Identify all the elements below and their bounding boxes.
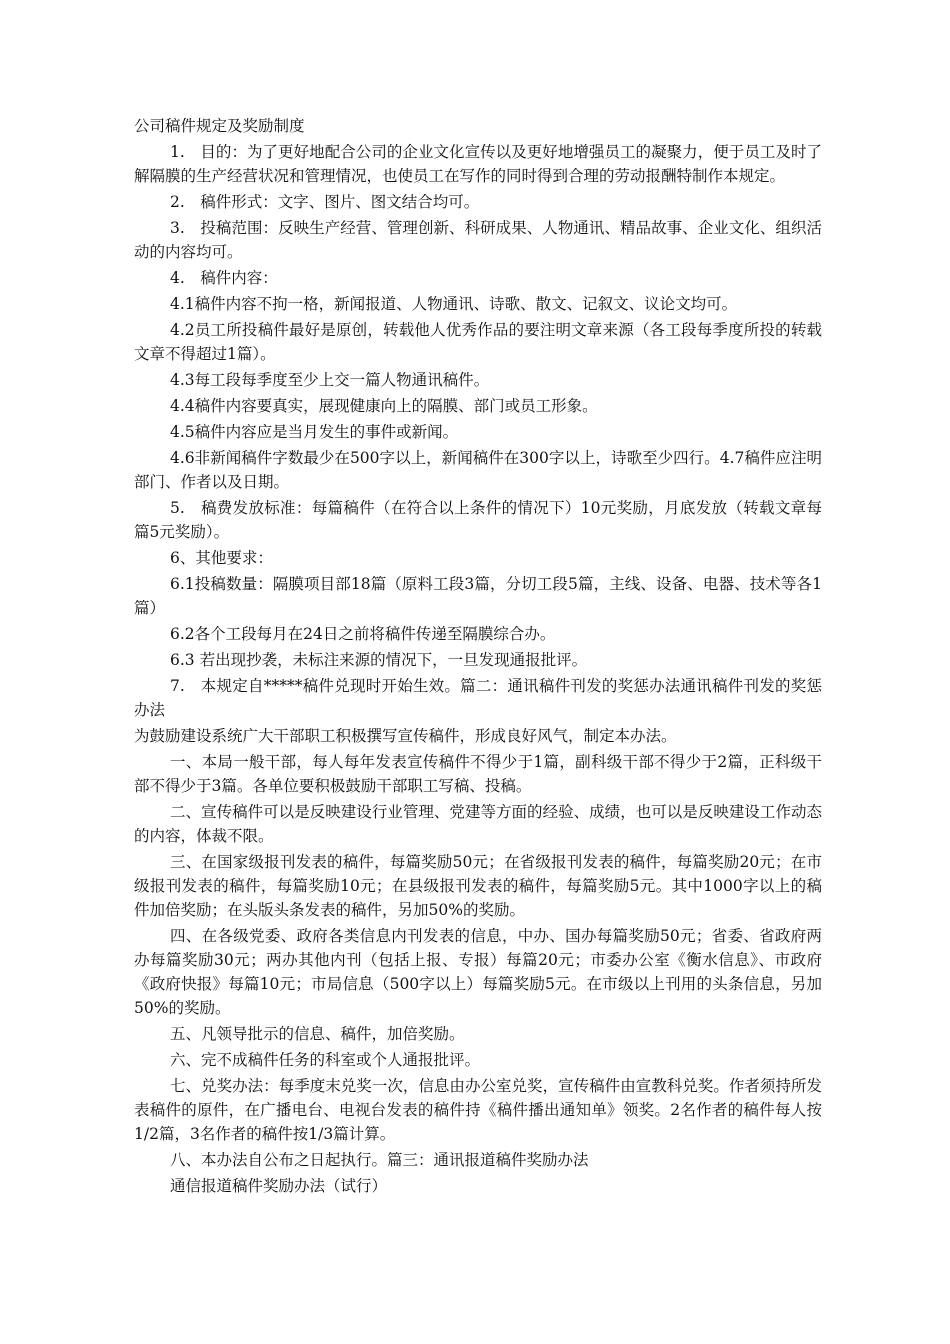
paragraph-4-1: 4.1稿件内容不拘一格，新闻报道、人物通讯、诗歌、散文、记叙文、议论文均可。: [170, 295, 738, 313]
paragraph-6-2: 6.2各个工段每月在24日之前将稿件传递至隔膜综合办。: [170, 625, 556, 643]
paragraph-article-8: 八、本办法自公布之日起执行。篇三：通讯报道稿件奖励办法: [170, 1151, 589, 1169]
paragraph-article-1: 一、本局一般干部，每人每年发表宣传稿件不得少于1篇，副科级干部不得少于2篇，正科级干部不得少于3篇。各单位要积极鼓励干部职工写稿、投稿。: [134, 753, 822, 795]
paragraph-4-4: 4.4稿件内容要真实，展现健康向上的隔膜、部门或员工形象。: [170, 397, 598, 415]
paragraph-subtitle: 通信报道稿件奖励办法（试行）: [170, 1177, 388, 1195]
paragraph-article-6: 六、完不成稿件任务的科室或个人通报批评。: [170, 1051, 481, 1069]
paragraph-article-2: 二、宣传稿件可以是反映建设行业管理、党建等方面的经验、成绩，也可以是反映建设工作动态的内容，体裁不限。: [134, 803, 822, 845]
paragraph-6-3: 6.3 若出现抄袭，未标注来源的情况下，一旦发现通报批评。: [170, 651, 588, 669]
paragraph-4-content: 4. 稿件内容：: [170, 269, 278, 287]
paragraph-article-7: 七、兑奖办法：每季度末兑奖一次，信息由办公室兑奖，宣传稿件由宣教科兑奖。作者须持所发表稿件的原件，在广播电台、电视台发表的稿件持《稿件播出通知单》领奖。2名作者的稿件每人按1/2篇，3名作者的稿件按1/3篇计算。: [134, 1077, 822, 1143]
paragraph-article-4: 四、在各级党委、政府各类信息内刊发表的信息，中办、国办每篇奖励50元；省委、省政府两办每篇奖励30元；两办其他内刊（包括上报、专报）每篇20元；市委办公室《衡水信息》、市政府《政府快报》每篇10元；市局信息（500字以上）每篇奖励5元。在市级以上刊用的头条信息，另加50%的奖励。: [134, 927, 822, 1017]
paragraph-4-6: 4.6非新闻稿件字数最少在500字以上，新闻稿件在300字以上，诗歌至少四行。4.7稿件应注明部门、作者以及日期。: [134, 449, 822, 491]
paragraph-2-form: 2. 稿件形式：文字、图片、图文结合均可。: [170, 193, 480, 211]
paragraph-4-3: 4.3每工段每季度至少上交一篇人物通讯稿件。: [170, 371, 490, 389]
paragraph-intro: 为鼓励建设系统广大干部职工积极撰写宣传稿件，形成良好风气，制定本办法。: [134, 727, 677, 745]
document-body: [134, 140, 822, 1200]
paragraph-article-3: 三、在国家级报刊发表的稿件，每篇奖励50元；在省级报刊发表的稿件，每篇奖励20元；在市级报刊发表的稿件，每篇奖励10元；在县级报刊发表的稿件，每篇奖励5元。其中1000字以上的稿件加倍奖励；在头版头条发表的稿件，另加50%的奖励。: [134, 853, 822, 919]
paragraph-1-purpose: 1. 目的：为了更好地配合公司的企业文化宣传以及更好地增强员工的凝聚力，便于员工及时了解隔膜的生产经营状况和管理情况，也使员工在写作的同时得到合理的劳动报酬特制作本规定。: [134, 143, 822, 185]
paragraph-6-other: 6、其他要求：: [170, 549, 273, 567]
document-title: 公司稿件规定及奖励制度: [134, 117, 305, 135]
paragraph-3-scope: 3. 投稿范围：反映生产经营、管理创新、科研成果、人物通讯、精品故事、企业文化、组织活动的内容均可。: [134, 219, 822, 261]
paragraph-4-5: 4.5稿件内容应是当月发生的事件或新闻。: [170, 423, 459, 441]
paragraph-6-1: 6.1投稿数量：隔膜项目部18篇（原料工段3篇，分切工段5篇，主线、设备、电器、技术等各1篇）: [134, 575, 822, 617]
paragraph-5-fees: 5. 稿费发放标准：每篇稿件（在符合以上条件的情况下）10元奖励，月底发放（转载文章每篇5元奖励）。: [134, 499, 822, 541]
paragraph-4-2: 4.2员工所投稿件最好是原创，转载他人优秀作品的要注明文章来源（各工段每季度所投的转载文章不得超过1篇）。: [134, 321, 822, 363]
paragraph-7-effective: 7. 本规定自*****稿件兑现时开始生效。篇二：通讯稿件刊发的奖惩办法通讯稿件刊发的奖惩办法: [134, 677, 822, 719]
paragraph-article-5: 五、凡领导批示的信息、稿件，加倍奖励。: [170, 1025, 465, 1043]
